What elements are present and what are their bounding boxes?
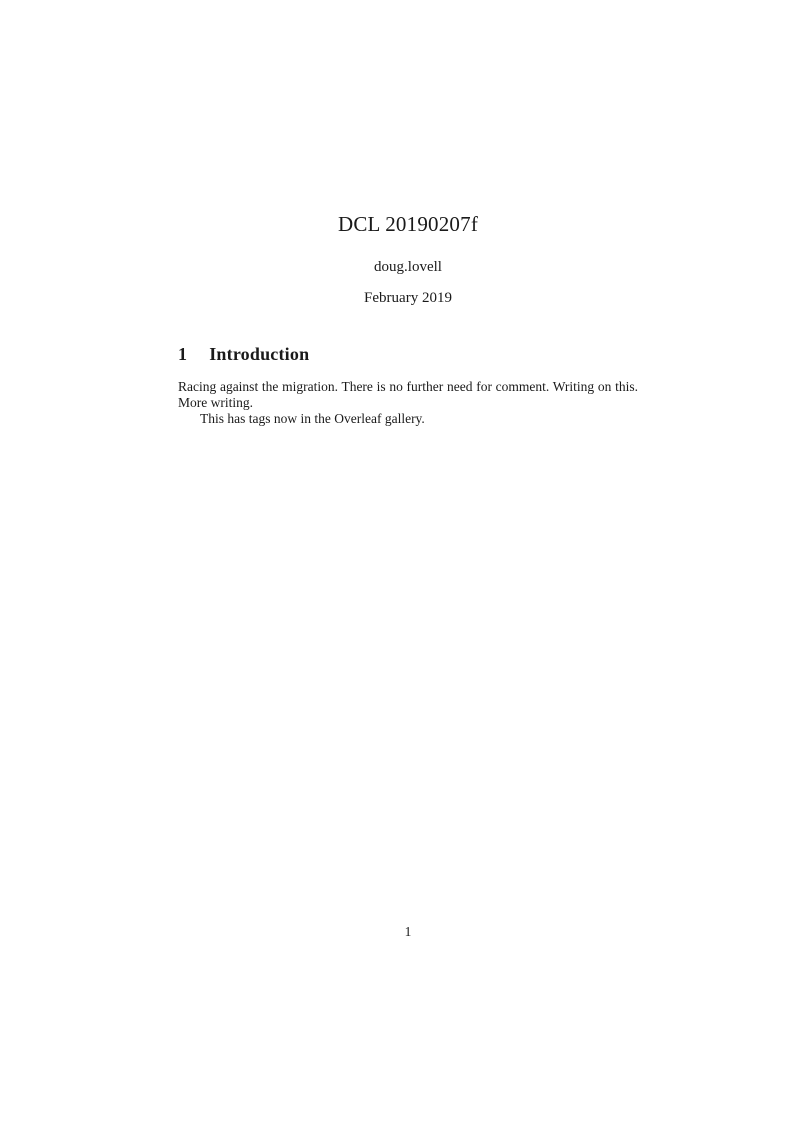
section-number: 1 bbox=[178, 344, 188, 364]
document-date: February 2019 bbox=[364, 290, 452, 306]
paragraph: Racing against the migration. There is no further need for comment. Writing on this. More writing. bbox=[178, 379, 638, 411]
section-heading bbox=[178, 344, 638, 365]
page-number: 1 bbox=[404, 924, 412, 939]
document-author: doug.lovell bbox=[374, 259, 442, 275]
document-title: DCL 20190207f bbox=[337, 212, 479, 236]
section-body bbox=[178, 379, 638, 428]
section-title: Introduction bbox=[209, 344, 310, 364]
paragraph: This has tags now in the Overleaf gallery. bbox=[200, 411, 425, 427]
